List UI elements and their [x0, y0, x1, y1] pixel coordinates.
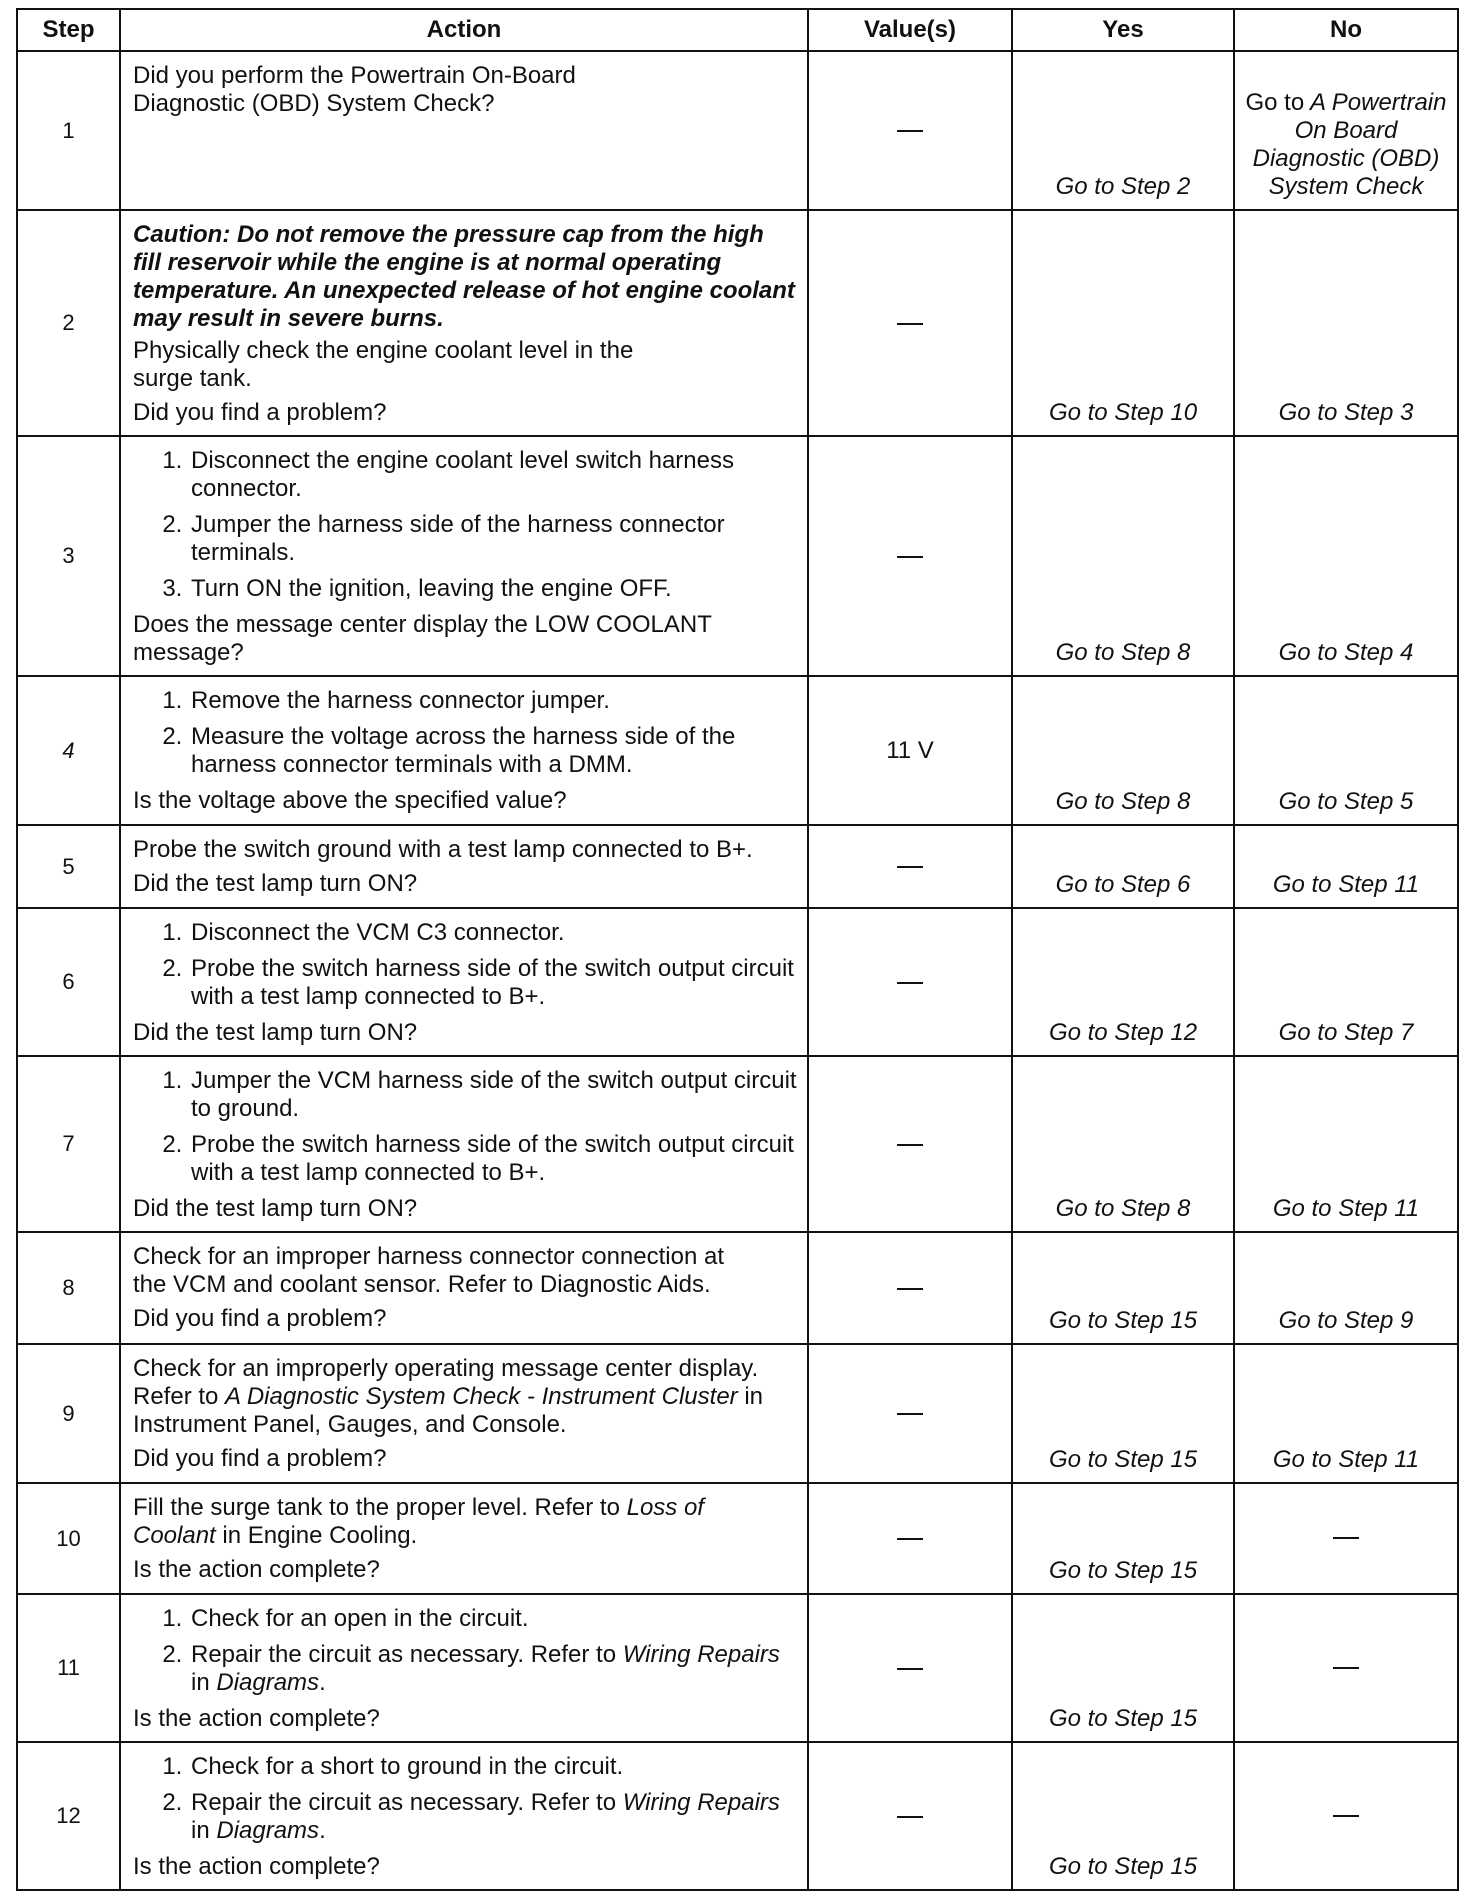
action-cell	[120, 1232, 808, 1344]
table-row	[17, 210, 1458, 436]
action-text: Probe the switch ground with a test lamp connected to B+.	[133, 836, 753, 863]
no-dash	[1333, 1537, 1359, 1539]
step-number: 3	[17, 436, 120, 676]
yes-cell: Go to Step 15	[1012, 1344, 1234, 1483]
item-text-a: Repair the circuit as necessary. Refer to	[191, 1641, 617, 1668]
action-question: Did you find a problem?	[133, 1445, 387, 1472]
value-cell	[808, 1483, 1012, 1594]
step-number: 11	[17, 1594, 120, 1742]
no-cell: Go to Step 3	[1234, 210, 1458, 436]
step-number: 10	[17, 1483, 120, 1594]
table-row	[17, 51, 1458, 210]
value-dash	[897, 130, 923, 132]
value-cell	[808, 436, 1012, 676]
action-cell	[120, 51, 808, 210]
table-row	[17, 1344, 1458, 1483]
value-dash	[897, 1538, 923, 1540]
action-text-a: Check for an improperly operating message center display. Refer to	[133, 1355, 759, 1410]
list-item: 1. Check for an open in the circuit.	[189, 1605, 797, 1633]
no-cell: Go to Step 5	[1234, 676, 1458, 825]
step-number: 2	[17, 210, 120, 436]
action-text-b: in Instrument Panel, Gauges, and Console.	[133, 1383, 764, 1438]
action-question: Is the action complete?	[133, 1705, 380, 1732]
yes-cell: Go to Step 2	[1012, 51, 1234, 210]
step-number: 4	[17, 676, 120, 825]
action-question: Did you perform the Powertrain On-Board Diagnostic (OBD) System Check?	[133, 62, 576, 117]
value-dash	[897, 323, 923, 325]
yes-cell: Go to Step 15	[1012, 1594, 1234, 1742]
no-prefix: Go to	[1245, 89, 1305, 116]
list-item: 2. Jumper the harness side of the harness connector terminals.	[189, 511, 797, 567]
value-cell	[808, 825, 1012, 908]
no-cell: Go to Step 11	[1234, 1344, 1458, 1483]
list-item: 1. Check for a short to ground in the circuit.	[189, 1753, 797, 1781]
value-cell	[808, 1056, 1012, 1232]
item-ref-wiring: Wiring Repairs	[622, 1641, 780, 1668]
value-dash	[897, 1144, 923, 1146]
yes-cell: Go to Step 15	[1012, 1483, 1234, 1594]
header-values: Value(s)	[808, 9, 1012, 51]
no-dash	[1333, 1667, 1359, 1669]
action-cell	[120, 676, 808, 825]
action-cell	[120, 1742, 808, 1890]
action-question: Did the test lamp turn ON?	[133, 870, 418, 897]
value-dash	[897, 1413, 923, 1415]
action-question: Is the action complete?	[133, 1853, 380, 1880]
table-row	[17, 908, 1458, 1056]
list-item: 1. Disconnect the engine coolant level switch harness connector.	[189, 447, 797, 503]
action-cell	[120, 436, 808, 676]
yes-cell: Go to Step 10	[1012, 210, 1234, 436]
action-text: Physically check the engine coolant level in the surge tank.	[133, 337, 634, 392]
action-question: Did you find a problem?	[133, 399, 387, 426]
item-text-b: in	[191, 1669, 210, 1696]
table-row	[17, 1056, 1458, 1232]
yes-cell: Go to Step 15	[1012, 1232, 1234, 1344]
value-dash	[897, 1668, 923, 1670]
item-ref-wiring: Wiring Repairs	[622, 1789, 780, 1816]
value-dash	[897, 1816, 923, 1818]
list-item: 3. Turn ON the ignition, leaving the engine OFF.	[189, 575, 797, 603]
item-ref-diagrams: Diagrams	[216, 1669, 320, 1696]
no-cell	[1234, 1742, 1458, 1890]
yes-cell: Go to Step 8	[1012, 676, 1234, 825]
value-cell	[808, 210, 1012, 436]
action-steps	[133, 687, 797, 779]
no-cell	[1234, 1594, 1458, 1742]
value-dash	[897, 556, 923, 558]
value-cell	[808, 1344, 1012, 1483]
step-number: 9	[17, 1344, 120, 1483]
action-question: Did the test lamp turn ON?	[133, 1195, 418, 1222]
no-cell: Go to Step 11	[1234, 1056, 1458, 1232]
action-question: Does the message center display the LOW COOLANT message?	[133, 611, 712, 666]
table-row	[17, 436, 1458, 676]
step-number: 8	[17, 1232, 120, 1344]
header-no: No	[1234, 9, 1458, 51]
no-cell	[1234, 51, 1458, 210]
action-steps	[133, 1753, 797, 1845]
list-item	[189, 1789, 797, 1845]
list-item: 2. Probe the switch harness side of the switch output circuit with a test lamp connected to B+.	[189, 955, 797, 1011]
table-row	[17, 676, 1458, 825]
list-item	[189, 1641, 797, 1697]
value-cell	[808, 51, 1012, 210]
step-number: 7	[17, 1056, 120, 1232]
value-dash	[897, 866, 923, 868]
action-question: Did you find a problem?	[133, 1305, 387, 1332]
action-cell	[120, 1056, 808, 1232]
value-dash	[897, 982, 923, 984]
action-cell	[120, 908, 808, 1056]
action-steps	[133, 919, 797, 1011]
item-text-b: in	[191, 1817, 210, 1844]
step-number: 6	[17, 908, 120, 1056]
table-row	[17, 1742, 1458, 1890]
no-cell: Go to Step 7	[1234, 908, 1458, 1056]
table-row	[17, 825, 1458, 908]
no-dash	[1333, 1815, 1359, 1817]
value-cell	[808, 1594, 1012, 1742]
header-action: Action	[120, 9, 808, 51]
action-cell	[120, 825, 808, 908]
value-cell	[808, 1232, 1012, 1344]
action-steps	[133, 1605, 797, 1697]
action-steps	[133, 1067, 797, 1187]
table-row	[17, 1483, 1458, 1594]
list-item: 2. Probe the switch harness side of the switch output circuit with a test lamp connected to B+.	[189, 1131, 797, 1187]
list-item: 2. Measure the voltage across the harness side of the harness connector terminals with a DMM.	[189, 723, 797, 779]
caution-text: Caution: Do not remove the pressure cap from the high fill reservoir while the engine is at normal operating temperature. An unexpected release of hot engine coolant may result in severe burns.	[133, 221, 795, 332]
item-ref-diagrams: Diagrams	[216, 1817, 320, 1844]
action-text: Check for an improper harness connector connection at the VCM and coolant sensor. Refer to Diagnostic Aids.	[133, 1243, 724, 1298]
table-row	[17, 1594, 1458, 1742]
yes-cell: Go to Step 8	[1012, 1056, 1234, 1232]
table-row	[17, 1232, 1458, 1344]
action-question: Is the voltage above the specified value?	[133, 787, 567, 814]
yes-cell: Go to Step 15	[1012, 1742, 1234, 1890]
header-yes: Yes	[1012, 9, 1234, 51]
no-cell: Go to Step 11	[1234, 825, 1458, 908]
value-cell: 11 V	[808, 676, 1012, 825]
step-number: 1	[17, 51, 120, 210]
yes-cell: Go to Step 8	[1012, 436, 1234, 676]
action-text-ref: Loss of Coolant	[133, 1494, 704, 1549]
list-item: 1. Disconnect the VCM C3 connector.	[189, 919, 797, 947]
step-number: 5	[17, 825, 120, 908]
list-item: 1. Jumper the VCM harness side of the switch output circuit to ground.	[189, 1067, 797, 1123]
item-text-a: Repair the circuit as necessary. Refer to	[191, 1789, 617, 1816]
action-question: Is the action complete?	[133, 1556, 380, 1583]
action-text-b: in Engine Cooling.	[222, 1522, 418, 1549]
step-number: 12	[17, 1742, 120, 1890]
yes-cell: Go to Step 12	[1012, 908, 1234, 1056]
value-cell	[808, 1742, 1012, 1890]
no-cell: Go to Step 9	[1234, 1232, 1458, 1344]
value-dash	[897, 1288, 923, 1290]
action-cell	[120, 1483, 808, 1594]
action-text	[133, 1355, 797, 1439]
action-cell	[120, 1594, 808, 1742]
no-link: A Powertrain On Board Diagnostic (OBD) System Check	[1252, 89, 1447, 200]
header-step: Step	[17, 9, 120, 51]
action-text-a: Fill the surge tank to the proper level. Refer to	[133, 1494, 620, 1521]
list-item: 1. Remove the harness connector jumper.	[189, 687, 797, 715]
yes-cell: Go to Step 6	[1012, 825, 1234, 908]
item-text-c: .	[319, 1817, 326, 1844]
action-text	[133, 1494, 773, 1550]
action-steps	[133, 447, 797, 603]
no-cell: Go to Step 4	[1234, 436, 1458, 676]
action-cell	[120, 210, 808, 436]
diagnostic-table	[16, 8, 1459, 1891]
item-text-c: .	[319, 1669, 326, 1696]
header-row	[17, 9, 1458, 51]
no-cell	[1234, 1483, 1458, 1594]
action-question: Did the test lamp turn ON?	[133, 1019, 418, 1046]
value-cell	[808, 908, 1012, 1056]
action-text-ref: A Diagnostic System Check - Instrument Cluster	[225, 1383, 738, 1410]
action-cell	[120, 1344, 808, 1483]
